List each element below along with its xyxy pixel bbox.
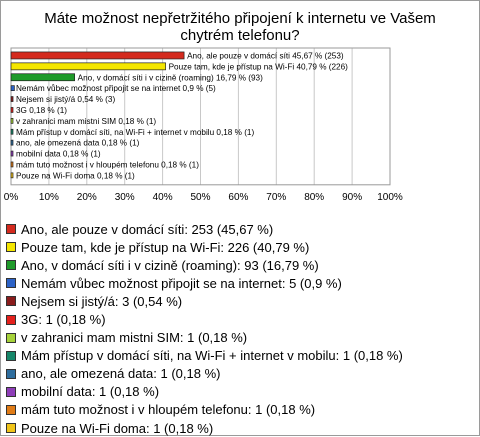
legend-swatch — [6, 369, 16, 379]
bar-label: Mám přístup v domácí síti, na Wi-Fi + internet v mobilu 0,18 % (1) — [16, 127, 255, 137]
bar — [11, 74, 75, 81]
x-tick-label: 10% — [38, 191, 59, 203]
legend-swatch — [6, 224, 16, 234]
legend-label: Ano, ale pouze v domácí síti: 253 (45,67 %) — [21, 221, 274, 237]
legend-item — [6, 365, 476, 383]
legend-swatch — [6, 260, 16, 270]
bar-label: Nemám vůbec možnost připojit se na internet 0,9 % (5) — [16, 84, 216, 94]
x-tick-label: 0% — [3, 191, 19, 203]
bar — [11, 63, 166, 70]
legend-label: v zahranici mam mistni SIM: 1 (0,18 %) — [21, 330, 248, 346]
bar — [11, 173, 13, 178]
legend-item — [6, 329, 476, 347]
legend-swatch — [6, 333, 16, 343]
legend-swatch — [6, 296, 16, 306]
legend-item — [6, 383, 476, 401]
legend-swatch — [6, 387, 16, 397]
legend-item — [6, 256, 476, 274]
legend-label: ano, ale omezená data: 1 (0,18 %) — [21, 366, 221, 382]
legend-label: mám tuto možnost i v hloupém telefonu: 1 (0,18 %) — [21, 402, 316, 418]
bar — [11, 162, 13, 167]
legend-label: Pouze na Wi-Fi doma: 1 (0,18 %) — [21, 420, 214, 436]
bar — [11, 151, 13, 156]
bar-label: ano, ale omezená data 0,18 % (1) — [16, 138, 140, 148]
legend-swatch — [6, 278, 16, 288]
bar — [11, 140, 13, 145]
legend-label: Mám přístup v domácí síti, na Wi-Fi + internet v mobilu: 1 (0,18 %) — [21, 348, 403, 364]
bar-label: Pouze tam, kde je přístup na Wi-Fi 40,79 % (226) — [168, 62, 348, 72]
legend-item — [6, 419, 476, 437]
x-tick-label: 90% — [342, 191, 363, 203]
x-tick-label: 40% — [152, 191, 173, 203]
x-tick-label: 50% — [190, 191, 211, 203]
bar-label: 3G 0,18 % (1) — [16, 105, 67, 115]
bar — [11, 97, 13, 102]
legend-label: mobilní data: 1 (0,18 %) — [21, 384, 160, 400]
x-tick-label: 70% — [266, 191, 287, 203]
bar-label: Pouze na Wi-Fi doma 0,18 % (1) — [16, 171, 135, 181]
x-tick-label: 80% — [304, 191, 325, 203]
legend-label: 3G: 1 (0,18 %) — [21, 312, 106, 328]
legend-item — [6, 347, 476, 365]
bar-label: Ano, ale pouze v domácí síti 45,67 % (253) — [187, 51, 344, 61]
x-tick-label: 100% — [377, 191, 403, 203]
chart-title: Máte možnost nepřetržitého připojení k internetu ve Vašem chytrém telefonu? — [44, 10, 436, 44]
legend-swatch — [6, 351, 16, 361]
legend-item — [6, 220, 476, 238]
legend-label: Pouze tam, kde je přístup na Wi-Fi: 226 (40,79 %) — [21, 239, 310, 255]
x-tick-label: 20% — [76, 191, 97, 203]
bar-label: mobilní data 0,18 % (1) — [16, 149, 101, 159]
legend-label: Ano, v domácí síti i v cizině (roaming): 93 (16,79 %) — [21, 257, 319, 273]
bar-label: v zahranici mam mistni SIM 0,18 % (1) — [16, 116, 157, 126]
legend-label: Nejsem si jistý/á: 3 (0,54 %) — [21, 293, 183, 309]
bar-label: Nejsem si jistý/á 0,54 % (3) — [16, 95, 116, 105]
bar — [11, 118, 13, 123]
x-tick-label: 60% — [228, 191, 249, 203]
legend-swatch — [6, 405, 16, 415]
legend-label: Nemám vůbec možnost připojit se na internet: 5 (0,9 %) — [21, 275, 342, 291]
bar — [11, 52, 184, 59]
x-tick-label: 30% — [114, 191, 135, 203]
chart-legend — [6, 220, 476, 437]
legend-swatch — [6, 242, 16, 252]
legend-swatch — [6, 315, 16, 325]
legend-item — [6, 310, 476, 328]
legend-item — [6, 274, 476, 292]
legend-swatch — [6, 423, 16, 433]
bar — [11, 129, 13, 134]
legend-item — [6, 238, 476, 256]
bar — [11, 86, 14, 91]
legend-item — [6, 401, 476, 419]
bar-label: Ano, v domácí síti i v cizině (roaming) 16,79 % (93) — [77, 73, 263, 83]
bar-label: mám tuto možnost i v hloupém telefonu 0,18 % (1) — [16, 160, 199, 170]
legend-item — [6, 292, 476, 310]
bar — [11, 107, 13, 112]
